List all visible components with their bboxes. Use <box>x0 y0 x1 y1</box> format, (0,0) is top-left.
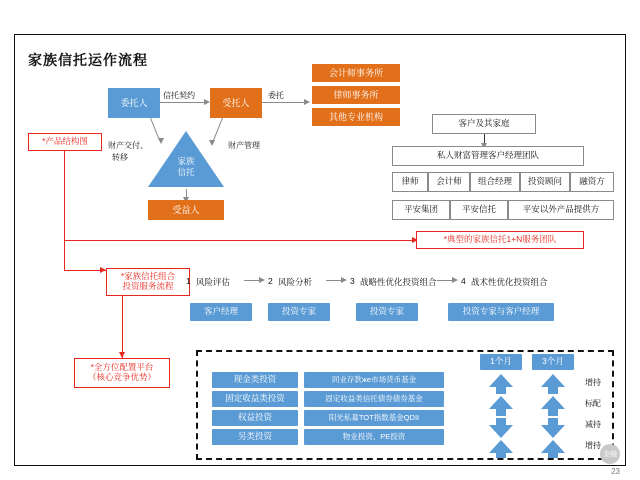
line-trustee-orgs <box>262 102 304 103</box>
detail-alternative: 物业投资、PE投资 <box>304 429 444 445</box>
box-client-family: 客户及其家庭 <box>432 114 536 134</box>
box-settlor: 委托人 <box>108 88 160 118</box>
step-1-label: 风险评估 <box>196 277 231 287</box>
step-3-num: 3 <box>350 276 355 286</box>
signal-arrows-3month <box>538 374 568 458</box>
portfolio-service-line1: *家族信托组合 <box>120 271 176 282</box>
rating-1: 增持 <box>585 378 601 387</box>
asset-cash: 现金类投资 <box>212 372 298 388</box>
red-arrow-platform <box>119 352 125 358</box>
detail-fixed-income: 固定收益类信托债券债券基金 <box>304 391 444 407</box>
role-step-2: 投资专家 <box>268 303 330 321</box>
label-property-transfer-1: 财产交付、 <box>108 141 148 150</box>
label-property-management: 财产管理 <box>228 141 260 150</box>
page-number: 23 <box>611 467 620 476</box>
trust-core-label-1: 家族 <box>177 156 195 166</box>
line-step-1-2 <box>244 280 260 281</box>
red-line-left-vertical <box>64 151 65 270</box>
box-trustee: 受托人 <box>210 88 262 118</box>
box-accounting-firm: 会计师事务所 <box>312 64 400 82</box>
step-1-num: 1 <box>186 276 191 286</box>
rating-4: 增持 <box>585 441 601 450</box>
box-provider-external: 平安以外产品提供方 <box>508 200 614 220</box>
step-4-label: 战术性优化投资组合 <box>471 277 548 287</box>
role-step-3: 投资专家 <box>356 303 418 321</box>
step-2-num: 2 <box>268 276 273 286</box>
role-step-1: 客户经理 <box>190 303 252 321</box>
rating-3: 减持 <box>585 420 601 429</box>
role-step-4: 投资专家与客户经理 <box>448 303 554 321</box>
box-team-portfolio-manager: 组合经理 <box>470 172 520 192</box>
page-title: 家族信托运作流程 <box>28 52 148 68</box>
line-settlor-trustee <box>160 102 204 103</box>
watermark-logo: 金融 <box>600 444 620 464</box>
asset-equity: 权益投资 <box>212 410 298 426</box>
step-3-label: 战略性优化投资组合 <box>360 277 437 287</box>
arrow-step-1-2 <box>259 277 265 283</box>
arrow-step-3-4 <box>452 277 458 283</box>
label-allocation-platform <box>74 358 170 388</box>
horizon-3month: 3个月 <box>532 354 574 370</box>
portfolio-service-line2: 投资服务流程 <box>122 281 174 291</box>
label-1plusn-team: *典型的家族信托1+N服务团队 <box>416 231 584 249</box>
horizon-1month: 1个月 <box>480 354 522 370</box>
label-property-transfer-2: 转移 <box>112 153 128 162</box>
box-provider-pingan-trust: 平安信托 <box>450 200 508 220</box>
red-line-to-team <box>64 240 416 241</box>
arrow-step-2-3 <box>341 277 347 283</box>
platform-line2: （核心竞争优势） <box>87 372 156 382</box>
trust-core-label-2: 信托 <box>177 167 195 177</box>
red-line-portfolio-platform <box>122 296 123 358</box>
box-law-firm: 律师事务所 <box>312 86 400 104</box>
box-private-wealth-team: 私人财富管理客户经理团队 <box>392 146 584 166</box>
step-4-num: 4 <box>461 276 466 286</box>
rating-2: 标配 <box>585 399 601 408</box>
signal-arrows-1month <box>486 374 516 458</box>
box-provider-pingan-group: 平安集团 <box>392 200 450 220</box>
step-2-label: 风险分析 <box>278 277 313 287</box>
box-team-financier: 融资方 <box>570 172 614 192</box>
arrow-settlor-trustee <box>204 99 210 105</box>
asset-fixed-income: 固定收益类投资 <box>212 391 298 407</box>
line-step-2-3 <box>326 280 342 281</box>
detail-cash: 同业存款же市场货币基金 <box>304 372 444 388</box>
label-entrust: 委托 <box>268 91 284 100</box>
box-team-accountant: 会计师 <box>428 172 470 192</box>
label-product-structure: *产品结构图 <box>28 133 102 151</box>
line-step-3-4 <box>437 280 453 281</box>
red-arrow-to-portfolio <box>100 267 106 273</box>
platform-line1: *全方位配置平台 <box>90 362 154 373</box>
asset-alternative: 另类投资 <box>212 429 298 445</box>
box-team-lawyer: 律师 <box>392 172 428 192</box>
box-beneficiary: 受益人 <box>148 200 224 220</box>
label-trust-contract: 信托契约 <box>163 91 195 100</box>
box-other-orgs: 其他专业机构 <box>312 108 400 126</box>
box-team-investment-advisor: 投资顾问 <box>520 172 570 192</box>
arrow-trustee-orgs <box>304 99 310 105</box>
label-portfolio-service <box>106 268 190 296</box>
detail-equity: 阳光私募TOT指数基金QDII <box>304 410 444 426</box>
